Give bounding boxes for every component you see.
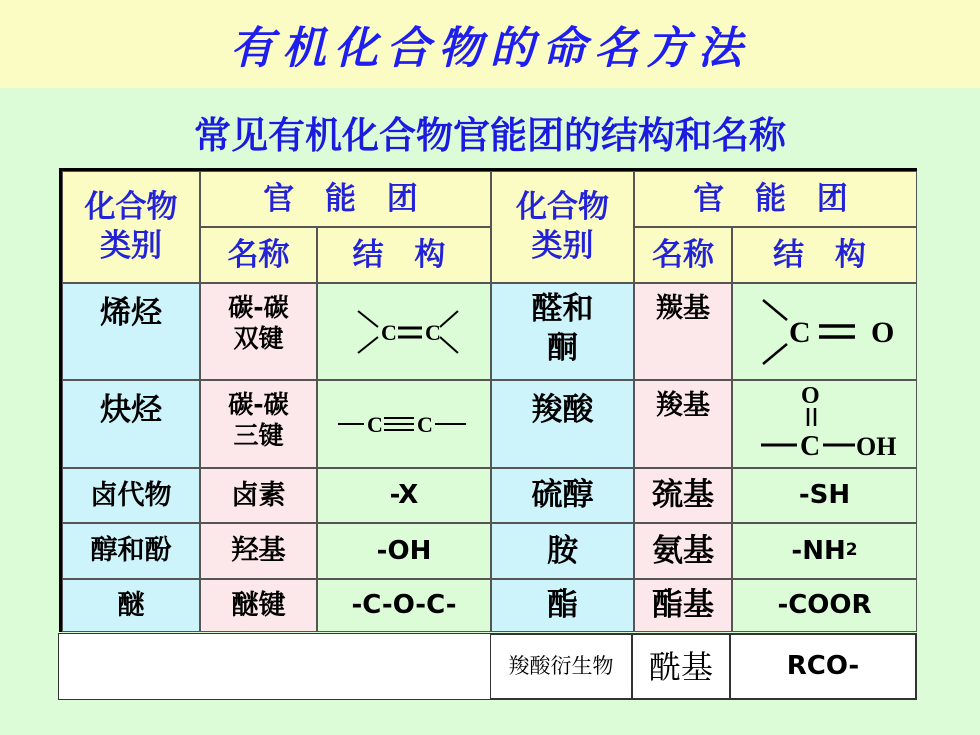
carbon-atom: C (417, 412, 433, 437)
name-cc-double-bond-label: 碳-碳双键 (228, 293, 289, 354)
structure-hydroxyl: -OH (317, 523, 491, 579)
name-carboxyl: 羧基 (634, 380, 732, 468)
header-category-label: 化合物类别 (84, 189, 178, 264)
carbon-atom: C (381, 319, 397, 345)
structure-halogen: -X (317, 468, 491, 523)
name-cc-triple-bond (200, 380, 317, 468)
oxygen-atom: O (870, 315, 894, 349)
header-category-left (62, 171, 200, 283)
structure-sulfhydryl: -SH (732, 468, 917, 523)
name-sulfhydryl: 巯基 (634, 468, 732, 523)
category-alkene: 烯烃 (62, 283, 200, 380)
header-functional-group-right: 官 能 团 (634, 171, 917, 227)
category-ester: 酯 (491, 579, 634, 632)
name-ester-group: 酯基 (634, 579, 732, 632)
header-structure-left: 结 构 (317, 227, 491, 283)
category-alkyne: 炔烃 (62, 380, 200, 468)
header-name-right: 名称 (634, 227, 732, 283)
extra-row (58, 633, 917, 700)
cc-double-bond-formula (344, 297, 464, 367)
category-halide: 卤代物 (62, 468, 200, 523)
header-category-right (491, 171, 634, 283)
functional-group-table (59, 168, 917, 632)
oxygen-atom: O (800, 383, 820, 409)
structure-acyl: RCO- (730, 634, 916, 699)
structure-carboxyl (732, 380, 917, 468)
carbon-atom: C (425, 319, 441, 345)
amino-formula: -NH (791, 535, 846, 566)
name-cc-double-bond (200, 283, 317, 380)
page-title: 有机化合物的命名方法 (230, 23, 750, 74)
amino-subscript: 2 (845, 540, 858, 561)
carboxyl-formula (745, 381, 905, 467)
name-amino: 氨基 (634, 523, 732, 579)
structure-cc-triple-bond (317, 380, 491, 468)
category-amine: 胺 (491, 523, 634, 579)
category-ether: 醚 (62, 579, 200, 632)
structure-cc-double-bond (317, 283, 491, 380)
name-carbonyl: 羰基 (634, 283, 732, 380)
category-thiol: 硫醇 (491, 468, 634, 523)
header-category-label: 化合物类别 (516, 189, 609, 264)
structure-ether-bond: -C-O-C- (317, 579, 491, 632)
carbon-atom: C (799, 431, 820, 462)
name-halogen: 卤素 (200, 468, 317, 523)
name-ether-bond: 醚键 (200, 579, 317, 632)
name-hydroxyl: 羟基 (200, 523, 317, 579)
carbonyl-formula (745, 292, 905, 372)
name-cc-triple-bond-label: 碳-碳三键 (228, 390, 289, 451)
structure-ester-group: -COOR (732, 579, 917, 632)
category-aldehyde-ketone-label: 醛和酮 (531, 291, 594, 366)
category-aldehyde-ketone (491, 283, 634, 380)
category-alcohol-phenol: 醇和酚 (62, 523, 200, 579)
category-carboxylic-derivative: 羧酸衍生物 (490, 634, 632, 699)
header-name-left: 名称 (200, 227, 317, 283)
page-subtitle: 常见有机化合物官能团的结构和名称 (194, 114, 786, 157)
hydroxyl-group: OH (855, 432, 896, 461)
carbon-atom: C (788, 315, 811, 349)
carbon-atom: C (367, 412, 383, 437)
name-acyl: 酰基 (632, 634, 730, 699)
cc-triple-bond-formula (334, 404, 474, 444)
header-functional-group-left: 官 能 团 (200, 171, 491, 227)
structure-amino (732, 523, 917, 579)
category-carboxylic-acid: 羧酸 (491, 380, 634, 468)
structure-carbonyl (732, 283, 917, 380)
header-structure-right: 结 构 (732, 227, 917, 283)
